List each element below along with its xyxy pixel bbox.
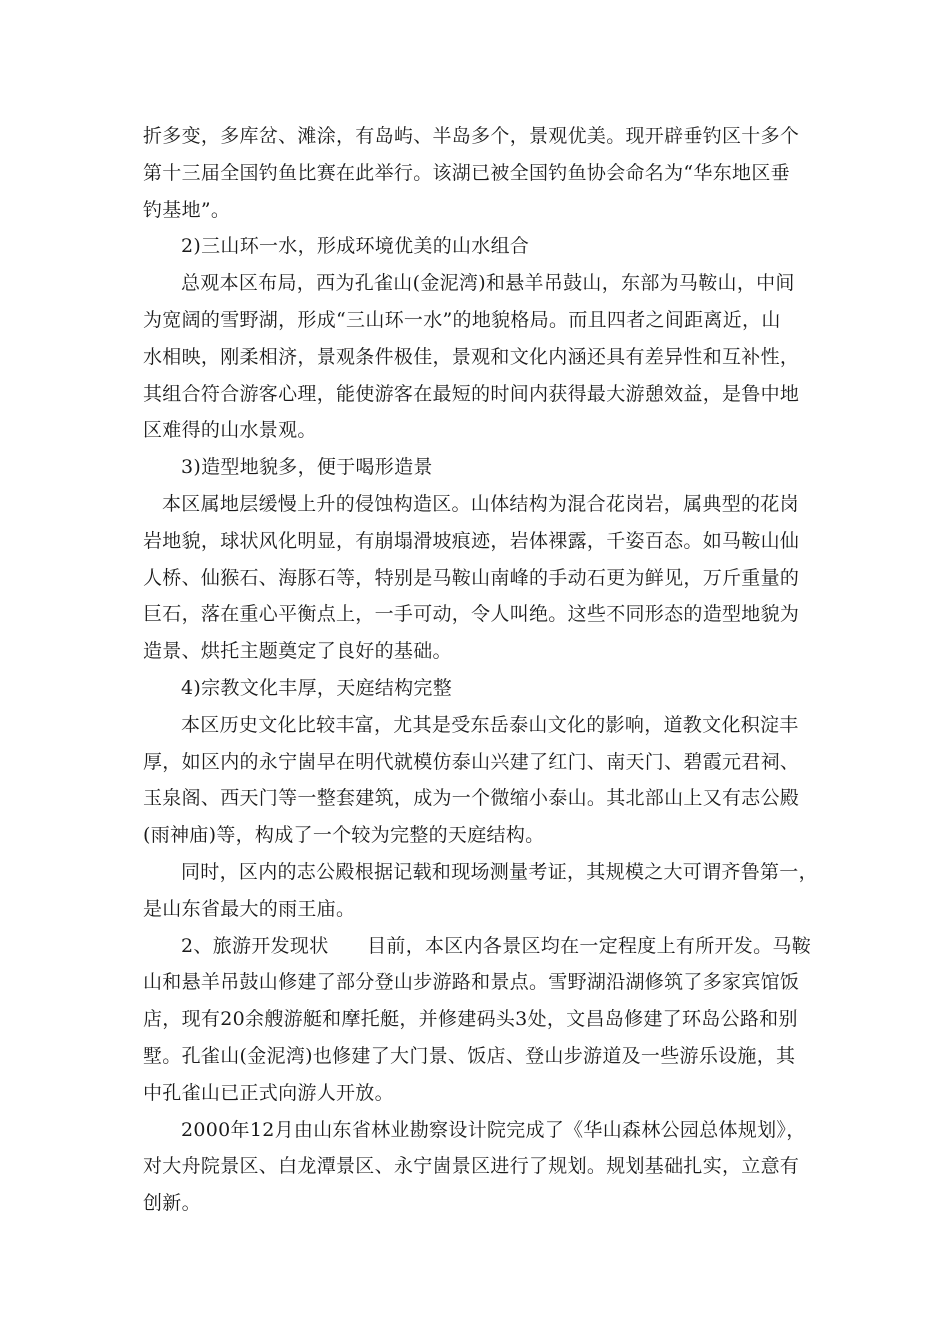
text-line: (雨神庙)等，构成了一个较为完整的天庭结构。 [143, 824, 545, 847]
text-line: 本区属地层缓慢上升的侵蚀构造区。山体结构为混合花岗岩，属典型的花岗 [162, 492, 799, 515]
text-line: 4)宗教文化丰厚，天庭结构完整 [181, 676, 453, 699]
text-line: 是山东省最大的雨王庙。 [143, 897, 356, 920]
text-line: 区难得的山水景观。 [143, 419, 317, 442]
text-line: 水相映，刚柔相济，景观条件极佳，景观和文化内涵还具有差异性和互补性， [143, 345, 800, 368]
text-line: 人桥、仙猴石、海豚石等，特别是马鞍山南峰的手动石更为鲜见，万斤重量的 [143, 566, 800, 589]
text-line: 2000年12月由山东省林业勘察设计院完成了《华山森林公园总体规划》， [181, 1118, 806, 1141]
text-line: 同时，区内的志公殿根据记载和现场测量考证，其规模之大可谓齐鲁第一， [181, 860, 818, 883]
text-line: 厚，如区内的永宁崮早在明代就模仿泰山兴建了红门、南天门、碧霞元君祠、 [143, 750, 800, 773]
text-line: 3)造型地貌多，便于喝形造景 [181, 456, 433, 479]
text-line: 岩地貌，球状风化明显，有崩塌滑坡痕迹，岩体裸露，千姿百态。如马鞍山仙 [143, 529, 800, 552]
text-line: 创新。 [143, 1192, 201, 1215]
body-text [143, 118, 829, 1222]
text-line: 对大舟院景区、白龙潭景区、永宁崮景区进行了规划。规划基础扎实，立意有 [143, 1155, 800, 1178]
text-line: 2)三山环一水，形成环境优美的山水组合 [181, 235, 530, 258]
text-line: 2、旅游开发现状 目前，本区内各景区均在一定程度上有所开发。马鞍 [181, 934, 811, 957]
text-line: 造景、烘托主题奠定了良好的基础。 [143, 640, 452, 663]
text-line: 山和悬羊吊鼓山修建了部分登山步游路和景点。雪野湖沿湖修筑了多家宾馆饭 [143, 971, 800, 994]
text-line: 折多变，多库岔、滩涂，有岛屿、半岛多个，景观优美。现开辟垂钓区十多个 [143, 125, 800, 147]
text-line: 玉泉阁、西天门等一整套建筑，成为一个微缩小泰山。其北部山上又有志公殿 [143, 787, 800, 810]
text-line: 第十三届全国钓鱼比赛在此举行。该湖已被全国钓鱼协会命名为“华东地区垂 [143, 161, 790, 184]
text-line: 为宽阔的雪野湖，形成“三山环一水”的地貌格局。而且四者之间距离近，山 [143, 308, 781, 331]
text-line: 店，现有20余艘游艇和摩托艇，并修建码头3处，文昌岛修建了环岛公路和别 [143, 1008, 798, 1031]
text-line: 总观本区布局，西为孔雀山(金泥湾)和悬羊吊鼓山，东部为马鞍山，中间 [181, 272, 795, 295]
text-line: 钓基地”。 [143, 198, 231, 221]
text-line: 巨石，落在重心平衡点上，一手可动，令人叫绝。这些不同形态的造型地貌为 [143, 603, 800, 626]
text-line: 其组合符合游客心理，能使游客在最短的时间内获得最大游憩效益，是鲁中地 [143, 382, 800, 405]
text-line: 墅。孔雀山(金泥湾)也修建了大门景、饭店、登山步游道及一些游乐设施，其 [143, 1044, 796, 1067]
text-line: 中孔雀山已正式向游人开放。 [143, 1081, 394, 1104]
text-line: 本区历史文化比较丰富，尤其是受东岳泰山文化的影响，道教文化积淀丰 [181, 713, 799, 736]
